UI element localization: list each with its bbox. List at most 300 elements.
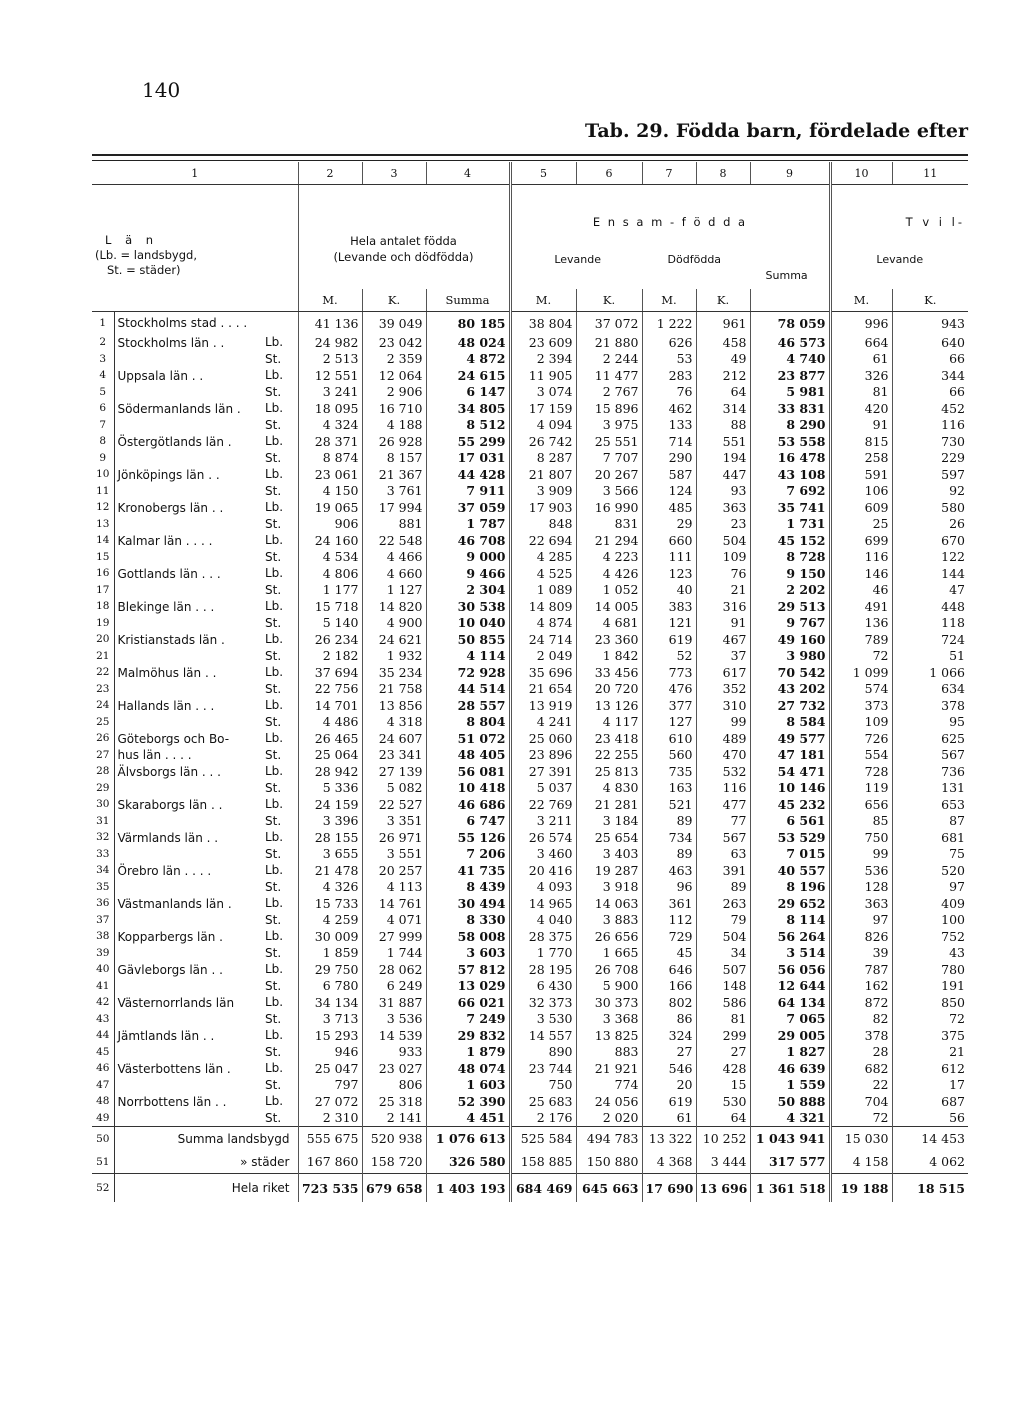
county-name (114, 581, 262, 598)
total-cell: 645 663 (576, 1174, 642, 1203)
table-cell: 49 160 (750, 631, 830, 647)
table-cell: 41 735 (426, 862, 510, 878)
table-cell: 96 (642, 878, 696, 895)
table-cell: 76 (642, 383, 696, 400)
table-cell: 383 (642, 598, 696, 614)
table-cell: 26 465 (298, 730, 362, 746)
table-cell: 4 681 (576, 614, 642, 631)
area-type: St. (265, 912, 282, 927)
total-cell: 520 938 (362, 1127, 426, 1151)
table-cell: 25 318 (362, 1093, 426, 1109)
row-number: 33 (92, 845, 114, 862)
births-table (92, 162, 968, 1202)
table-cell: 6 249 (362, 977, 426, 994)
table-cell: 23 341 (362, 746, 426, 763)
table-cell: 72 928 (426, 664, 510, 680)
table-cell: 23 896 (510, 746, 576, 763)
table-cell: 626 (642, 334, 696, 350)
table-cell: 640 (892, 334, 968, 350)
table-cell: 634 (892, 680, 968, 697)
county-name: Örebro län . . . . (117, 864, 212, 878)
table-cell: 72 (830, 1109, 892, 1127)
table-cell: 3 241 (298, 383, 362, 400)
table-cell: 12 551 (298, 367, 362, 383)
header-sub-row (92, 289, 968, 312)
table-cell: 27 999 (362, 928, 426, 944)
table-cell: 15 293 (298, 1027, 362, 1043)
table-cell: 619 (642, 631, 696, 647)
table-row (92, 878, 968, 895)
table-cell: 420 (830, 400, 892, 416)
table-cell: 2 394 (510, 350, 576, 367)
table-cell: 51 072 (426, 730, 510, 746)
table-cell: 1 603 (426, 1076, 510, 1093)
table-cell: 37 (696, 647, 750, 664)
table-cell: 14 005 (576, 598, 642, 614)
table-cell: 19 287 (576, 862, 642, 878)
area-type: St. (265, 384, 282, 399)
area-type: Lb. (265, 797, 284, 811)
table-cell: 46 708 (426, 532, 510, 548)
table-cell: 3 566 (576, 482, 642, 499)
table-row (92, 961, 968, 977)
table-row (92, 697, 968, 713)
row-number: 11 (92, 482, 114, 499)
table-cell: 2 304 (426, 581, 510, 598)
table-cell: 21 294 (576, 532, 642, 548)
table-cell: 750 (830, 829, 892, 845)
county-name (114, 911, 262, 928)
table-cell: 25 064 (298, 746, 362, 763)
table-cell: 391 (696, 862, 750, 878)
table-cell: 3 184 (576, 812, 642, 829)
table-cell: 28 942 (298, 763, 362, 779)
table-cell: 25 683 (510, 1093, 576, 1109)
lan-header (92, 185, 298, 290)
table-cell: 20 720 (576, 680, 642, 697)
table-cell: 48 024 (426, 334, 510, 350)
table-cell: 48 405 (426, 746, 510, 763)
table-cell: 17 903 (510, 499, 576, 515)
top-rule (92, 154, 968, 161)
table-cell: 22 756 (298, 680, 362, 697)
table-cell: 35 696 (510, 664, 576, 680)
table-cell: 131 (892, 779, 968, 796)
table-cell: 4 426 (576, 565, 642, 581)
table-cell: 30 538 (426, 598, 510, 614)
table-cell: 4 806 (298, 565, 362, 581)
table-cell: 704 (830, 1093, 892, 1109)
table-cell: 8 512 (426, 416, 510, 433)
row-number: 19 (92, 614, 114, 631)
table-cell: 567 (696, 829, 750, 845)
table-cell: 66 (892, 350, 968, 367)
row-number: 23 (92, 680, 114, 697)
table-cell: 4 150 (298, 482, 362, 499)
table-cell: 52 (642, 647, 696, 664)
table-cell: 646 (642, 961, 696, 977)
county-name (114, 845, 262, 862)
total-cell: 14 453 (892, 1127, 968, 1151)
table-cell: 961 (696, 312, 750, 335)
table-cell: 3 655 (298, 845, 362, 862)
table-cell: 1 177 (298, 581, 362, 598)
table-cell: 8 330 (426, 911, 510, 928)
row-number: 15 (92, 548, 114, 565)
table-cell: 1 731 (750, 515, 830, 532)
table-cell: 3 460 (510, 845, 576, 862)
tvil-label: T v i l- (905, 215, 965, 229)
table-row (92, 598, 968, 614)
row-number: 9 (92, 449, 114, 466)
total-cell: 13 696 (696, 1174, 750, 1203)
table-cell: 24 714 (510, 631, 576, 647)
table-cell: 377 (642, 697, 696, 713)
table-cell: 670 (892, 532, 968, 548)
area-type: St. (265, 417, 282, 432)
table-cell: 504 (696, 928, 750, 944)
table-cell: 30 009 (298, 928, 362, 944)
table-cell: 597 (892, 466, 968, 482)
ensamfodda-label: E n s a m - f ö d d a (592, 215, 748, 229)
hela-antalet-label: Hela antalet födda (350, 234, 457, 248)
total-cell: 679 658 (362, 1174, 426, 1203)
total-cell: 17 690 (642, 1174, 696, 1203)
area-type: St. (265, 549, 282, 564)
table-cell: 8 290 (750, 416, 830, 433)
table-row (92, 482, 968, 499)
table-cell: 612 (892, 1060, 968, 1076)
total-cell: 13 322 (642, 1127, 696, 1151)
table-cell: 283 (642, 367, 696, 383)
table-cell: 22 (830, 1076, 892, 1093)
table-cell: 428 (696, 1060, 750, 1076)
table-cell: 93 (696, 482, 750, 499)
table-cell: 324 (642, 1027, 696, 1043)
table-cell: 554 (830, 746, 892, 763)
table-row (92, 614, 968, 631)
table-cell: 53 529 (750, 829, 830, 845)
ensamfodda-header (510, 185, 830, 290)
table-cell: 33 456 (576, 664, 642, 680)
table-cell: 81 (830, 383, 892, 400)
column-number: 2 (298, 162, 362, 185)
area-type: Lb. (265, 335, 284, 349)
table-cell: 27 072 (298, 1093, 362, 1109)
table-cell: 55 126 (426, 829, 510, 845)
table-cell: 75 (892, 845, 968, 862)
table-cell: 5 037 (510, 779, 576, 796)
table-cell: 70 542 (750, 664, 830, 680)
total-cell: 1 403 193 (426, 1174, 510, 1203)
county-name (114, 977, 262, 994)
area-type: Lb. (265, 368, 284, 382)
total-cell: 4 368 (642, 1150, 696, 1174)
area-type: St. (265, 945, 282, 960)
table-cell: 491 (830, 598, 892, 614)
county-name (114, 878, 262, 895)
table-cell: 37 694 (298, 664, 362, 680)
table-cell: 664 (830, 334, 892, 350)
table-cell: 4 324 (298, 416, 362, 433)
row-number: 41 (92, 977, 114, 994)
table-cell: 8 439 (426, 878, 510, 895)
table-cell: 752 (892, 928, 968, 944)
table-row (92, 367, 968, 383)
table-cell: 826 (830, 928, 892, 944)
table-cell: 15 733 (298, 895, 362, 911)
table-cell: 8 728 (750, 548, 830, 565)
table-cell: 797 (298, 1076, 362, 1093)
total-cell: 18 515 (892, 1174, 968, 1203)
county-name: Blekinge län . . . (117, 600, 215, 614)
table-cell: 4 285 (510, 548, 576, 565)
table-cell: 23 609 (510, 334, 576, 350)
county-name (114, 680, 262, 697)
table-row (92, 499, 968, 515)
table-cell: 43 (892, 944, 968, 961)
table-title: Tab. 29. Födda barn, fördelade efter (585, 120, 968, 142)
table-cell: 109 (696, 548, 750, 565)
table-cell: 580 (892, 499, 968, 515)
table-row (92, 548, 968, 565)
county-name: Uppsala län . . (117, 369, 204, 383)
table-cell: 17 159 (510, 400, 576, 416)
total-cell: 555 675 (298, 1127, 362, 1151)
table-cell: 477 (696, 796, 750, 812)
table-row (92, 812, 968, 829)
table-row (92, 312, 968, 335)
total-cell: 317 577 (750, 1150, 830, 1174)
table-cell: 734 (642, 829, 696, 845)
table-cell: 14 557 (510, 1027, 576, 1043)
table-cell: 44 514 (426, 680, 510, 697)
area-type: Lb. (265, 731, 284, 745)
area-type: Lb. (265, 1028, 284, 1042)
table-cell: 681 (892, 829, 968, 845)
column-number-row (92, 162, 968, 185)
row-number: 6 (92, 400, 114, 416)
table-cell: 21 (696, 581, 750, 598)
table-cell: 14 809 (510, 598, 576, 614)
table-cell: 52 390 (426, 1093, 510, 1109)
table-cell: 4 241 (510, 713, 576, 730)
table-cell: 49 577 (750, 730, 830, 746)
table-cell: 48 074 (426, 1060, 510, 1076)
lan-subtitle-1: (Lb. = landsbygd, (95, 248, 197, 262)
row-number: 48 (92, 1093, 114, 1109)
total-cell: 4 062 (892, 1150, 968, 1174)
table-cell: 23 744 (510, 1060, 576, 1076)
table-cell: 81 (696, 1010, 750, 1027)
table-cell: 21 367 (362, 466, 426, 482)
table-cell: 148 (696, 977, 750, 994)
table-row (92, 416, 968, 433)
county-name: Jämtlands län . . (117, 1029, 215, 1043)
table-cell: 30 373 (576, 994, 642, 1010)
table-cell: 7 249 (426, 1010, 510, 1027)
table-cell: 39 (830, 944, 892, 961)
county-name (114, 1076, 262, 1093)
table-cell: 56 056 (750, 961, 830, 977)
table-cell: 12 064 (362, 367, 426, 383)
table-cell: 3 980 (750, 647, 830, 664)
row-number: 13 (92, 515, 114, 532)
table-cell: 11 477 (576, 367, 642, 383)
table-row (92, 845, 968, 862)
county-name (114, 383, 262, 400)
table-row (92, 944, 968, 961)
total-cell: 494 783 (576, 1127, 642, 1151)
table-cell: 12 644 (750, 977, 830, 994)
table-row (92, 680, 968, 697)
table-row (92, 532, 968, 548)
table-cell: 3 975 (576, 416, 642, 433)
table-cell: 89 (642, 812, 696, 829)
table-cell: 8 157 (362, 449, 426, 466)
table-cell: 14 539 (362, 1027, 426, 1043)
row-number: 42 (92, 994, 114, 1010)
table-cell: 6 561 (750, 812, 830, 829)
table-cell: 774 (576, 1076, 642, 1093)
table-cell: 127 (642, 713, 696, 730)
table-cell: 85 (830, 812, 892, 829)
table-row (92, 796, 968, 812)
lan-subtitle-2: St. = städer) (107, 263, 181, 277)
row-number: 38 (92, 928, 114, 944)
table-cell: 520 (892, 862, 968, 878)
summa-label: Summa (765, 269, 808, 282)
table-cell: 46 573 (750, 334, 830, 350)
table-cell: 24 615 (426, 367, 510, 383)
table-cell: 714 (642, 433, 696, 449)
total-row (92, 1150, 968, 1174)
table-cell: 485 (642, 499, 696, 515)
table-cell: 26 (892, 515, 968, 532)
table-cell: 15 896 (576, 400, 642, 416)
total-cell: 10 252 (696, 1127, 750, 1151)
county-name: Södermanlands län . (117, 402, 241, 416)
table-cell: 53 558 (750, 433, 830, 449)
row-number: 43 (92, 1010, 114, 1027)
table-cell: 43 202 (750, 680, 830, 697)
table-cell: 3 909 (510, 482, 576, 499)
area-type: St. (265, 1110, 282, 1125)
table-cell: 21 (892, 1043, 968, 1060)
total-cell: 723 535 (298, 1174, 362, 1203)
table-cell: 1 127 (362, 581, 426, 598)
total-cell: 684 469 (510, 1174, 576, 1203)
table-cell: 4 093 (510, 878, 576, 895)
total-label: Hela riket (114, 1174, 298, 1203)
table-cell: 14 701 (298, 697, 362, 713)
table-cell: 375 (892, 1027, 968, 1043)
column-number: 6 (576, 162, 642, 185)
table-cell: 4 259 (298, 911, 362, 928)
table-cell: 97 (830, 911, 892, 928)
county-name: Skaraborgs län . . (117, 798, 223, 812)
row-number: 5 (92, 383, 114, 400)
table-cell: 724 (892, 631, 968, 647)
column-number: 9 (750, 162, 830, 185)
table-cell: 43 108 (750, 466, 830, 482)
county-name: Västmanlands län . (117, 897, 232, 911)
area-type: St. (265, 813, 282, 828)
table-cell: 72 (892, 1010, 968, 1027)
table-row (92, 829, 968, 845)
row-number: 26 (92, 730, 114, 746)
table-cell: 24 982 (298, 334, 362, 350)
table-cell: 610 (642, 730, 696, 746)
row-number: 24 (92, 697, 114, 713)
table-cell: 35 741 (750, 499, 830, 515)
table-cell: 119 (830, 779, 892, 796)
table-cell: 92 (892, 482, 968, 499)
header-row (92, 185, 968, 290)
table-cell: 2 244 (576, 350, 642, 367)
table-cell: 34 805 (426, 400, 510, 416)
table-cell: 26 928 (362, 433, 426, 449)
table-cell: 22 694 (510, 532, 576, 548)
area-type: Lb. (265, 962, 284, 976)
table-cell: 76 (696, 565, 750, 581)
table-cell: 56 (892, 1109, 968, 1127)
table-cell: 8 114 (750, 911, 830, 928)
table-row (92, 433, 968, 449)
row-number: 18 (92, 598, 114, 614)
table-cell: 736 (892, 763, 968, 779)
table-cell: 504 (696, 532, 750, 548)
table-cell: 21 758 (362, 680, 426, 697)
table-cell: 4 660 (362, 565, 426, 581)
total-label: Summa landsbygd (177, 1131, 290, 1146)
table-cell: 447 (696, 466, 750, 482)
county-name: Östergötlands län . (117, 435, 232, 449)
table-cell: 609 (830, 499, 892, 515)
table-cell: 5 140 (298, 614, 362, 631)
table-cell: 1 842 (576, 647, 642, 664)
table-cell: 787 (830, 961, 892, 977)
table-cell: 72 (830, 647, 892, 664)
table-row (92, 1027, 968, 1043)
area-type: Lb. (265, 599, 284, 613)
table-cell: 560 (642, 746, 696, 763)
county-name: Norrbottens län . . (117, 1095, 227, 1109)
table-cell: 2 141 (362, 1109, 426, 1127)
table-cell: 3 368 (576, 1010, 642, 1027)
row-number: 22 (92, 664, 114, 680)
table-cell: 25 654 (576, 829, 642, 845)
table-cell: 881 (362, 515, 426, 532)
table-cell: 872 (830, 994, 892, 1010)
table-cell: 1 066 (892, 664, 968, 680)
table-cell: 4 486 (298, 713, 362, 730)
table-cell: 46 639 (750, 1060, 830, 1076)
table-cell: 258 (830, 449, 892, 466)
table-row (92, 713, 968, 730)
area-type: Lb. (265, 995, 284, 1009)
table-cell: 26 234 (298, 631, 362, 647)
area-type: Lb. (265, 698, 284, 712)
county-name: Kopparbergs län . (117, 930, 223, 944)
county-name: Stockholms län . . (117, 336, 225, 350)
county-name (114, 449, 262, 466)
table-cell: 2 049 (510, 647, 576, 664)
table-cell: 99 (696, 713, 750, 730)
table-cell: 17 031 (426, 449, 510, 466)
header-summa-blank (750, 289, 830, 312)
table-cell: 80 185 (426, 312, 510, 335)
